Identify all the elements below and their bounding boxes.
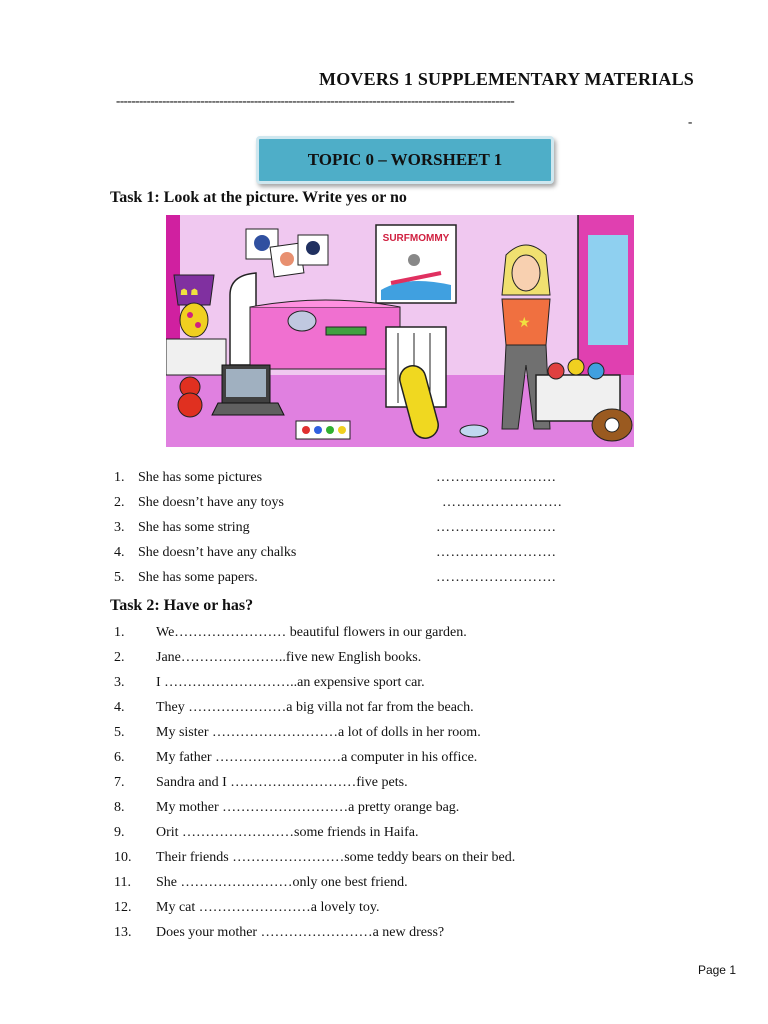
item-number: 3. bbox=[114, 675, 125, 690]
item-number: 8. bbox=[114, 800, 125, 815]
item-number: 9. bbox=[114, 825, 125, 840]
bedroom-picture bbox=[166, 215, 634, 447]
poster-text: SURFMOMMY bbox=[382, 233, 450, 244]
item-text[interactable]: Does your mother ……………………a new dress? bbox=[156, 925, 445, 940]
item-text[interactable]: Sandra and I ………………………five pets. bbox=[156, 775, 408, 790]
page-number: Page 1 bbox=[697, 963, 736, 977]
ball-of-string bbox=[288, 311, 316, 331]
cd-discs bbox=[460, 425, 488, 437]
surf-poster bbox=[376, 225, 456, 303]
item-text[interactable]: My sister ………………………a lot of dolls in her room. bbox=[156, 725, 481, 740]
item-number: 2. bbox=[114, 650, 125, 665]
item-text[interactable]: Orit ……………………some friends in Haifa. bbox=[156, 825, 419, 840]
answer-blank[interactable]: ……………………. bbox=[436, 520, 556, 535]
item-text[interactable]: Their friends ……………………some teddy bears on their bed. bbox=[156, 850, 516, 865]
item-number: 6. bbox=[114, 750, 125, 765]
item-text: She has some pictures bbox=[138, 470, 263, 485]
item-number: 3. bbox=[114, 520, 125, 535]
item-number: 10. bbox=[114, 850, 132, 865]
baseball-glove bbox=[592, 409, 632, 441]
answer-blank[interactable]: ……………………. bbox=[436, 470, 556, 485]
item-text: She has some string bbox=[138, 520, 250, 535]
item-number: 5. bbox=[114, 725, 125, 740]
item-text[interactable]: My father ………………………a computer in his office. bbox=[156, 750, 478, 765]
item-number: 4. bbox=[114, 700, 125, 715]
item-number: 1. bbox=[114, 470, 125, 485]
item-text[interactable]: She ……………………only one best friend. bbox=[156, 875, 408, 890]
task1-heading: Task 1: Look at the picture. Write yes or no bbox=[110, 189, 407, 206]
item-text: She has some papers. bbox=[138, 570, 258, 585]
item-text: She doesn’t have any toys bbox=[138, 495, 284, 510]
item-number: 5. bbox=[114, 570, 125, 585]
item-number: 12. bbox=[114, 900, 132, 915]
item-number: 4. bbox=[114, 545, 125, 560]
item-number: 7. bbox=[114, 775, 125, 790]
item-text[interactable]: My cat ……………………a lovely toy. bbox=[156, 900, 380, 915]
header-divider: -------------------------------------------------------------------------------------------------------- bbox=[116, 93, 515, 108]
item-text[interactable]: I ………………………..an expensive sport car. bbox=[156, 675, 425, 690]
header-title: MOVERS 1 SUPPLEMENTARY MATERIALS bbox=[319, 69, 694, 89]
item-text[interactable]: We…………………… beautiful flowers in our garden. bbox=[156, 625, 467, 640]
toy-doll bbox=[178, 377, 202, 417]
item-number: 1. bbox=[114, 625, 125, 640]
window bbox=[588, 235, 628, 345]
svg-text:☗ ☗: ☗ ☗ bbox=[180, 287, 199, 297]
item-text[interactable]: They …………………a big villa not far from the beach. bbox=[156, 700, 474, 715]
answer-blank[interactable]: ……………………. bbox=[436, 545, 556, 560]
topic-label: TOPIC 0 – WORSHEET 1 bbox=[307, 150, 503, 169]
item-number: 2. bbox=[114, 495, 125, 510]
nightstand bbox=[166, 339, 226, 375]
svg-text:★: ★ bbox=[518, 316, 531, 331]
topic-box bbox=[256, 136, 554, 184]
answer-blank[interactable]: ……………………. bbox=[442, 495, 562, 510]
item-number: 11. bbox=[114, 875, 131, 890]
task2-heading: Task 2: Have or has? bbox=[110, 597, 254, 614]
item-number: 13. bbox=[114, 925, 132, 940]
item-text[interactable]: My mother ………………………a pretty orange bag. bbox=[156, 800, 460, 815]
answer-blank[interactable]: ……………………. bbox=[436, 570, 556, 585]
item-text: She doesn’t have any chalks bbox=[138, 545, 297, 560]
item-text[interactable]: Jane…………………..five new English books. bbox=[156, 650, 422, 665]
scissors bbox=[326, 327, 366, 335]
header-divider-tail: - bbox=[688, 114, 693, 129]
